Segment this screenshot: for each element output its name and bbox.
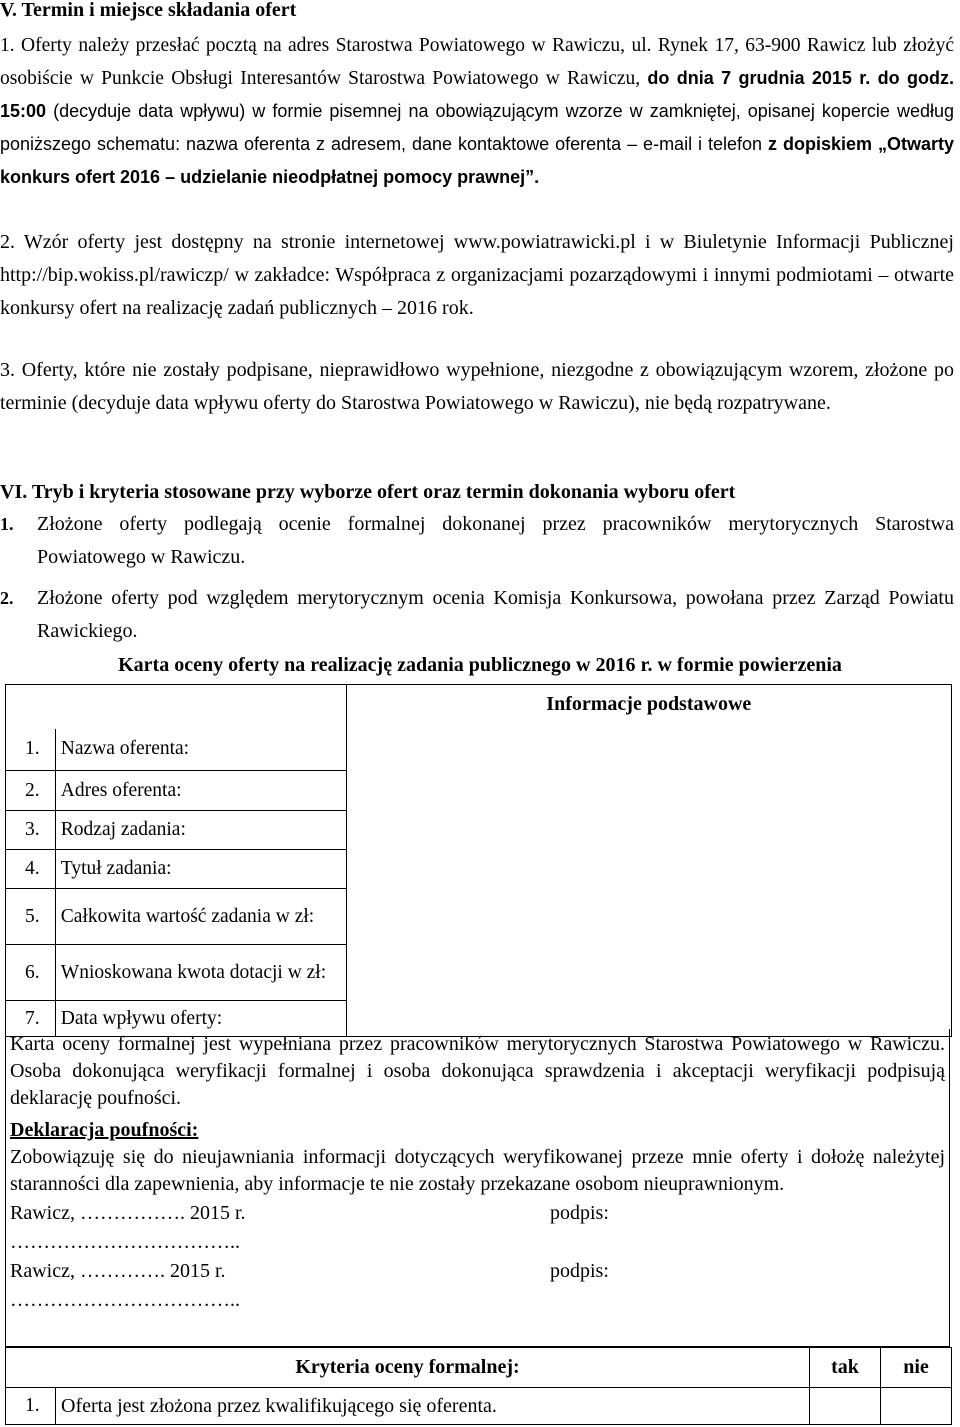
section-vi-list bbox=[0, 508, 954, 648]
section-vi-item bbox=[0, 508, 954, 574]
item-text: Złożone oferty podlegają ocenie formalnej dokonanej przez pracowników merytorycznych Starostwa Powiatowego w Rawiczu. bbox=[37, 513, 954, 568]
criteria-text: Oferta jest złożona przez kwalifikującego się oferenta. bbox=[56, 1388, 810, 1425]
declaration-box bbox=[5, 1029, 950, 1347]
row-label: Nazwa oferenta: bbox=[55, 729, 346, 771]
criteria-table bbox=[5, 1347, 952, 1425]
row-label: Data wpływu oferty: bbox=[55, 1001, 346, 1037]
row-label: Adres oferenta: bbox=[55, 771, 346, 811]
criteria-no-cell[interactable] bbox=[881, 1388, 952, 1425]
signature-dots: …………………………….. bbox=[10, 1289, 240, 1311]
row-number: 7. bbox=[6, 1001, 56, 1037]
row-number: 4. bbox=[6, 850, 56, 889]
p1-text-start: 1. Oferty należy przesłać pocztą na adres Starostwa Powiatowego w Rawiczu, ul. Rynek 17, 63-900 Rawicz lub złożyć osobiście w Punkcie Obsługi Interesantów Starostwa Powiatowego w Rawiczu, bbox=[0, 35, 954, 89]
basic-info-header: Informacje podstawowe bbox=[546, 693, 752, 715]
karta-note: Karta oceny formalnej jest wypełniana przez pracowników merytorycznych Starostwa Powiatowego w Rawiczu. Osoba dokonująca weryfikacji formalnej i osoba dokonująca sprawdzenia i akceptacji weryfikacji podpisują deklarację poufności. bbox=[10, 1033, 945, 1109]
row-number: 5. bbox=[6, 889, 56, 945]
row-number: 2. bbox=[6, 771, 56, 811]
basic-info-table bbox=[5, 684, 952, 1037]
column-no: nie bbox=[881, 1348, 952, 1388]
item-number: 1. bbox=[0, 514, 14, 534]
section-v-heading: V. Termin i miejsce składania ofert bbox=[0, 0, 297, 21]
row-label-text: Wnioskowana kwota dotacji w zł: bbox=[60, 961, 327, 983]
p1-deadline: do dnia 7 grudnia 2015 r. do godz. 15:00 bbox=[0, 68, 954, 121]
basic-info-panel bbox=[346, 685, 951, 1037]
row-label: Tytuł zadania: bbox=[55, 850, 346, 889]
section-v-paragraph-2: 2. Wzór oferty jest dostępny na stronie internetowej www.powiatrawicki.pl i w Biuletynie Informacji Publicznej http://bip.wokiss.pl/rawiczp/ w zakładce: Współpraca z organizacjami pozarządowymi i innymi podmiotami – otwarte konkursy ofert na realizację zadań publicznych – 2016 rok. bbox=[0, 231, 954, 319]
signature-place-date: Rawicz, …………. 2015 r. bbox=[10, 1260, 226, 1282]
section-vi-item bbox=[0, 582, 954, 648]
item-text: Złożone oferty pod względem merytorycznym ocenia Komisja Konkursowa, powołana przez Zarząd Powiatu Rawickiego. bbox=[37, 587, 954, 642]
signature-dots: …………………………….. bbox=[10, 1231, 240, 1253]
row-label-text: Całkowita wartość zadania w zł: bbox=[60, 905, 315, 927]
signature-line-1 bbox=[10, 1198, 945, 1228]
row-number: 3. bbox=[6, 811, 56, 850]
row-number: 6. bbox=[6, 945, 56, 1001]
karta-title: Karta oceny oferty na realizację zadania publicznego w 2016 r. w formie powierzenia bbox=[118, 654, 842, 676]
p1-text-middle: (decyduje data wpływu) w formie pisemnej na obowiązującym wzorze w zamkniętej, opisanej kopercie według poniższego schematu: nazwa oferenta z adresem, dane kontaktowe oferenta – e-mail i telefon bbox=[0, 101, 954, 154]
criteria-number: 1. bbox=[6, 1388, 56, 1425]
criteria-header: Kryteria oceny formalnej: bbox=[6, 1348, 810, 1388]
p1-envelope-note: z dopiskiem „Otwarty konkurs ofert 2016 – udzielanie nieodpłatnej pomocy prawnej”. bbox=[0, 134, 955, 187]
signature-label: podpis: bbox=[550, 1202, 609, 1224]
signature-place-date: Rawicz, ……………. 2015 r. bbox=[10, 1202, 246, 1224]
column-yes: tak bbox=[810, 1348, 881, 1388]
criteria-header-row bbox=[6, 1348, 952, 1388]
signature-line-2 bbox=[10, 1256, 945, 1286]
item-number: 2. bbox=[0, 588, 14, 608]
section-v-paragraph-3: 3. Oferty, które nie zostały podpisane, nieprawidłowo wypełnione, niezgodne z obowiązującym wzorem, złożone po terminie (decyduje data wpływu oferty do Starostwa Powiatowego w Rawiczu), nie będą rozpatrywane. bbox=[0, 359, 954, 414]
row-label: Rodzaj zadania: bbox=[55, 811, 346, 850]
section-vi-heading: VI. Tryb i kryteria stosowane przy wyborze ofert oraz termin dokonania wyboru ofert bbox=[0, 481, 736, 503]
row-number: 1. bbox=[6, 729, 56, 771]
declaration-text: Zobowiązuję się do nieujawniania informacji dotyczących weryfikowanej przeze mnie oferty i dołożę należytej staranności dla zapewnienia, aby informacje te nie zostały przekazane osobom nieuprawnionym. bbox=[10, 1146, 945, 1195]
empty-header-cell bbox=[6, 685, 347, 729]
signature-label: podpis: bbox=[550, 1260, 609, 1282]
row-label bbox=[55, 945, 346, 1001]
section-v-paragraph-1 bbox=[0, 29, 954, 194]
criteria-row bbox=[6, 1388, 952, 1425]
declaration-title: Deklaracja poufności: bbox=[10, 1119, 199, 1141]
row-label bbox=[55, 889, 346, 945]
criteria-yes-cell[interactable] bbox=[810, 1388, 881, 1425]
